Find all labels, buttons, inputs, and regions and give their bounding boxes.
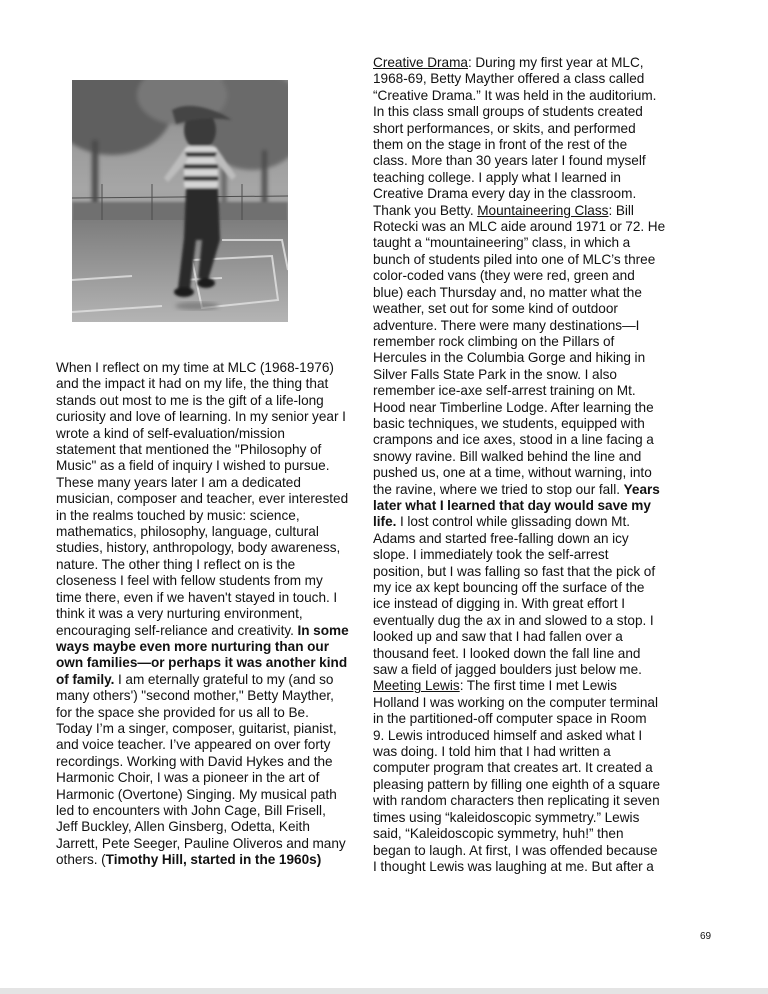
right-paragraph-4: : The first time I met Lewis Holland I was working on the computer terminal in the partitioned-off computer space in Room 9. Lewis introduced himself and asked what I was doing. I told him that I had written a computer program that creates art. It created a pleasing pattern by filling one eighth of a square with random characters then replicating it seven times using “kaleidoscopic symmetry.” Lewis said, “Kaleidoscopic symmetry, huh!” then began to laugh. At first, I was offended because I thought Lewis was laughing at me. But after a (373, 678, 661, 874)
photo-image (72, 80, 288, 322)
left-emphasis-family: In some ways maybe even more nurturing than our own families—or perhaps it was another kind of family. (56, 622, 349, 687)
student-jumping-photo (72, 80, 288, 322)
page-number: 69 (700, 931, 712, 942)
left-paragraph-2: I am eternally grateful to my (and so many others') "second mother," Betty Mayther, for the space she provided for us all to Be. Today I’m a singer, composer, guitarist, pianist, and voice teacher. I’ve appeared on over forty recordings. Working with David Hykes and the Harmonic Choir, I was a pioneer in the art of Harmonic (Overtone) Singing. My musical path led to encounters with John Cage, Bill Frisell, Jeff Buckley, Allen Ginsberg, Odetta, Keith Jarrett, Pete Seeger, Pauline Oliveros and many others. ( (56, 671, 346, 868)
heading-mountaineering-class: Mountaineering Class (477, 202, 609, 218)
heading-creative-drama: Creative Drama (373, 55, 468, 70)
heading-meeting-lewis: Meeting Lewis (373, 678, 460, 694)
right-paragraph-2: : Bill Rotecki was an MLC aide around 1971 or 72. He taught a “mountaineering” class, in which a bunch of students piled into one of MLC’s three color-coded vans (they were red, green and blue) each Thursday and, no matter what the weather, set out for some kind of outdoor adventure. There were many destinations—I remember rock climbing on the Pillars of Hercules in the Columbia Gorge and hiking in Silver Falls State Park in the snow. I also remember ice-axe self-arrest training on Mt. Hood near Timberline Lodge. After learning the basic techniques, we students, equipped with crampons and ice axes, stood in a line facing a snowy ravine. Bill walked behind the line and pushed us, one at a time, without warning, into the ravine, where we tried to stop our fall. (373, 202, 666, 497)
left-column-text (56, 360, 361, 869)
left-paragraph-1: When I reflect on my time at MLC (1968-1976) and the impact it had on my life, the thing that stands out most to me is the gift of a life-long curiosity and love of learning. In my senior year I wrote a kind of self-evaluation/mission statement that mentioned the "Philosophy of Music" as a field of inquiry I wished to pursue. These many years later I am a dedicated musician, composer and teacher, ever interested in the realms touched by music: science, mathematics, philosophy, language, cultural studies, history, anthropology, body awareness, nature. The other thing I reflect on is the closeness I feel with fellow students from my time there, even if we haven't stayed in touch. I think it was a very nurturing environment, encouraging self-reliance and creativity. (56, 360, 349, 638)
page-bottom-edge (0, 988, 768, 994)
right-column-text (373, 55, 678, 875)
right-paragraph-3: I lost control while glissading down Mt. Adams and started free-falling down an icy slope. I immediately took the self-arrest position, but I was falling so fast that the pick of my ice ax kept bouncing off the surface of the ice instead of digging in. With great effort I eventually dug the ax in and slowed to a stop. I looked up and saw that I had fallen over a thousand feet. I looked down the fall line and saw a field of jagged boulders just below me. (373, 514, 656, 678)
left-attribution: Timothy Hill, started in the 1960s) (105, 852, 322, 868)
right-emphasis-save-life: Years later what I learned that day would save my life. (373, 481, 660, 530)
right-paragraph-1: : During my first year at MLC, 1968-69, Betty Mayther offered a class called “Creative Drama.” It was held in the auditorium. In this class small groups of students created short performances, or skits, and performed them on the stage in front of the rest of the class. More than 30 years later I found myself teaching college. I apply what I learned in Creative Drama every day in the classroom. Thank you Betty. (373, 55, 657, 218)
